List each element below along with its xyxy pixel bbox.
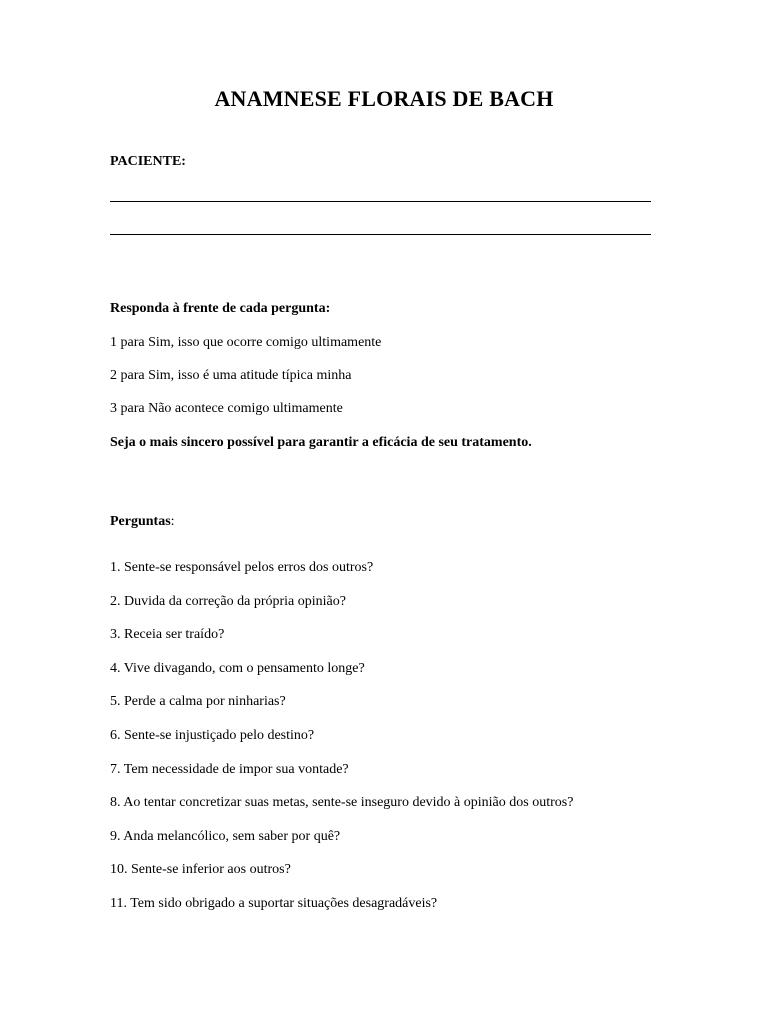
questions-list (110, 560, 573, 930)
question-item: 8. Ao tentar concretizar suas metas, sente-se inseguro devido à opinião dos outros? (110, 795, 574, 811)
option-1: 1 para Sim, isso que ocorre comigo ultimamente (110, 335, 382, 350)
question-item: 7. Tem necessidade de impor sua vontade? (110, 761, 349, 777)
question-item: 5. Perde a calma por ninharias? (110, 694, 286, 710)
sincerity-note: Seja o mais sincero possível para garantir a eficácia de seu tratamento. (110, 435, 532, 450)
option-2: 2 para Sim, isso é uma atitude típica minha (110, 368, 352, 383)
question-item: 3. Receia ser traído? (110, 627, 225, 643)
question-item: 1. Sente-se responsável pelos erros dos outros? (110, 560, 374, 575)
question-item: 4. Vive divagando, com o pensamento longe? (110, 660, 365, 676)
question-item: 6. Sente-se injustiçado pelo destino? (110, 727, 315, 743)
patient-name-line-2 (110, 234, 651, 235)
option-3: 3 para Não acontece comigo ultimamente (110, 401, 343, 416)
question-item: 11. Tem sido obrigado a suportar situações desagradáveis? (110, 895, 438, 911)
question-item: 10. Sente-se inferior aos outros? (110, 862, 291, 878)
instructions-heading: Responda à frente de cada pergunta: (110, 301, 331, 316)
questions-heading-label: Perguntas (110, 514, 171, 529)
question-item: 9. Anda melancólico, sem saber por quê? (110, 828, 341, 844)
patient-name-line-1 (110, 201, 651, 202)
question-item: 2. Duvida da correção da própria opinião? (110, 593, 346, 609)
document-title: ANAMNESE FLORAIS DE BACH (214, 86, 554, 111)
patient-label: PACIENTE: (110, 154, 186, 169)
questions-heading-colon: : (170, 514, 175, 529)
questions-heading (110, 514, 175, 530)
